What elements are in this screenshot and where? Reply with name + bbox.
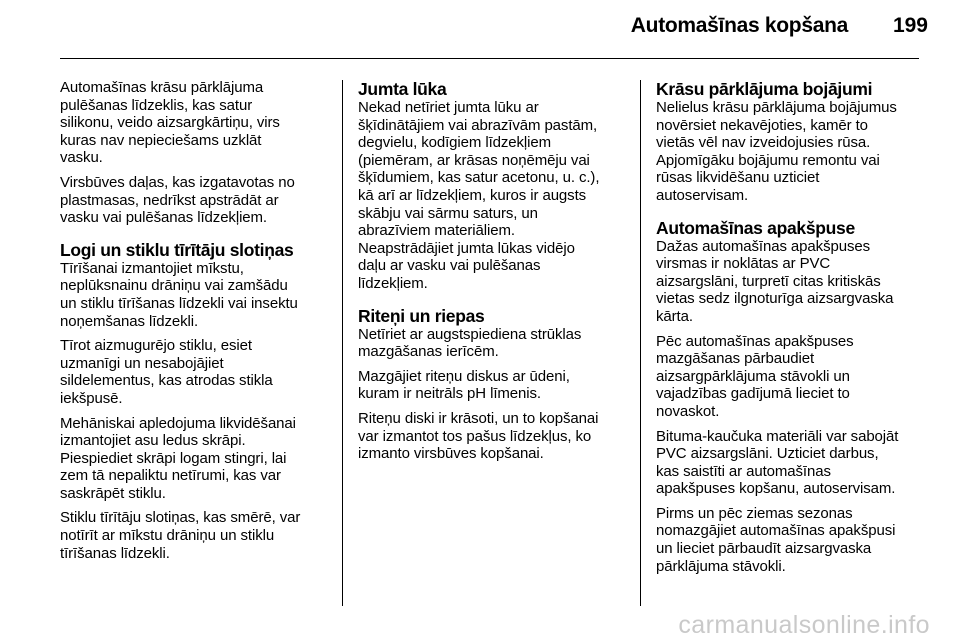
paragraph: Tīrīšanai izmantojiet mīkstu, neplūksnainu drāniņu vai zamšādu un stiklu tīrīšanas līdzekli vai insektu noņemšanas līdzekli. — [60, 259, 298, 330]
column-2 — [358, 79, 626, 470]
column-3 — [656, 79, 928, 582]
paragraph: Netīriet ar augstspiediena strūklas mazgāšanas ierīcēm. — [358, 325, 582, 361]
section-heading-wheels: Riteņi un riepas — [358, 305, 485, 326]
paragraph: Pēc automašīnas apakšpuses mazgāšanas pārbaudiet aizsargpārklājuma stāvokli un vajadzības gadījumā lieciet to novaskot. — [656, 332, 854, 420]
paragraph: Nelielus krāsu pārklājuma bojājumus novērsiet nekavējoties, kamēr to vietās vēl nav izveidojusies rūsa. Apjomīgāku bojājumu remontu vai rūsas likvidēšanu uzticiet autoservisam. — [656, 99, 897, 204]
page-number: 199 — [892, 14, 928, 37]
paragraph: Nekad netīriet jumta lūku ar šķīdinātājiem vai abrazīvām pastām, degvielu, kodīgiem līdzekļiem (piemēram, ar krāsas noņēmēju vai šķīdumiem, kas satur acetonu, u. c.), kā arī ar līdzekļiem, kuros ir augsts skābju vai sārmu saturs, un abrazīviem materiāliem. Neapstrādājiet jumta lūkas vidējo daļu ar vasku vai pulēšanas līdzekļiem. — [358, 99, 600, 292]
watermark: carmanualsonline.info — [678, 611, 930, 639]
section-heading-sunroof: Jumta lūka — [358, 79, 447, 99]
paragraph: Dažas automašīnas apakšpuses virsmas ir noklātas ar PVC aizsargslāni, turpretī citas kritiskās vietas sedz ilgnoturīga aizsargvaska kārta. — [656, 237, 894, 325]
paragraph: Stiklu tīrītāju slotiņas, kas smērē, var notīrīt ar mīkstu drāniņu un stiklu tīrīšanas līdzekli. — [60, 509, 301, 562]
section-heading-underbody: Automašīnas apakšpuse — [656, 217, 855, 238]
header-divider — [60, 58, 919, 59]
paragraph: Bituma-kaučuka materiāli var sabojāt PVC aizsargslāni. Uzticiet darbus, kas saistīti ar automašīnas apakšpuses kopšanu, autoservisam. — [656, 427, 899, 498]
page-header-title: Automašīnas kopšana — [630, 14, 848, 37]
column-1 — [60, 79, 328, 569]
column-divider-2 — [640, 80, 641, 606]
paragraph: Mazgājiet riteņu diskus ar ūdeni, kuram ir neitrāls pH līmenis. — [358, 367, 570, 403]
paragraph: Pirms un pēc ziemas sezonas nomazgājiet automašīnas apakšpusi un lieciet pārbaudīt aizsargvaska pārklājuma stāvokli. — [656, 504, 896, 575]
paragraph: Virsbūves daļas, kas izgatavotas no plastmasas, nedrīkst apstrādāt ar vasku vai pulēšanas līdzekļiem. — [60, 173, 295, 227]
paragraph: Automašīnas krāsu pārklājuma pulēšanas līdzeklis, kas satur silikonu, veido aizsargkārtiņu, virs kuras nav nepieciešams uzklāt vasku. — [60, 79, 280, 167]
section-heading-paint-damage: Krāsu pārklājuma bojājumi — [656, 79, 873, 99]
paragraph: Mehāniskai apledojuma likvidēšanai izmantojiet asu ledus skrāpi. Piespiediet skrāpi logam stingri, lai zem tā nepaliktu netīrumi, kas var saskrāpēt stiklu. — [60, 414, 296, 502]
paragraph: Tīrot aizmugurējo stiklu, esiet uzmanīgi un nesabojājiet sildelementus, kas atrodas stikla iekšpusē. — [60, 337, 273, 407]
section-heading-windows: Logi un stiklu tīrītāju slotiņas — [60, 239, 294, 260]
paragraph: Riteņu diski ir krāsoti, un to kopšanai var izmantot tos pašus līdzekļus, ko izmanto virsbūves kopšanai. — [358, 409, 599, 463]
column-divider-1 — [342, 80, 343, 606]
